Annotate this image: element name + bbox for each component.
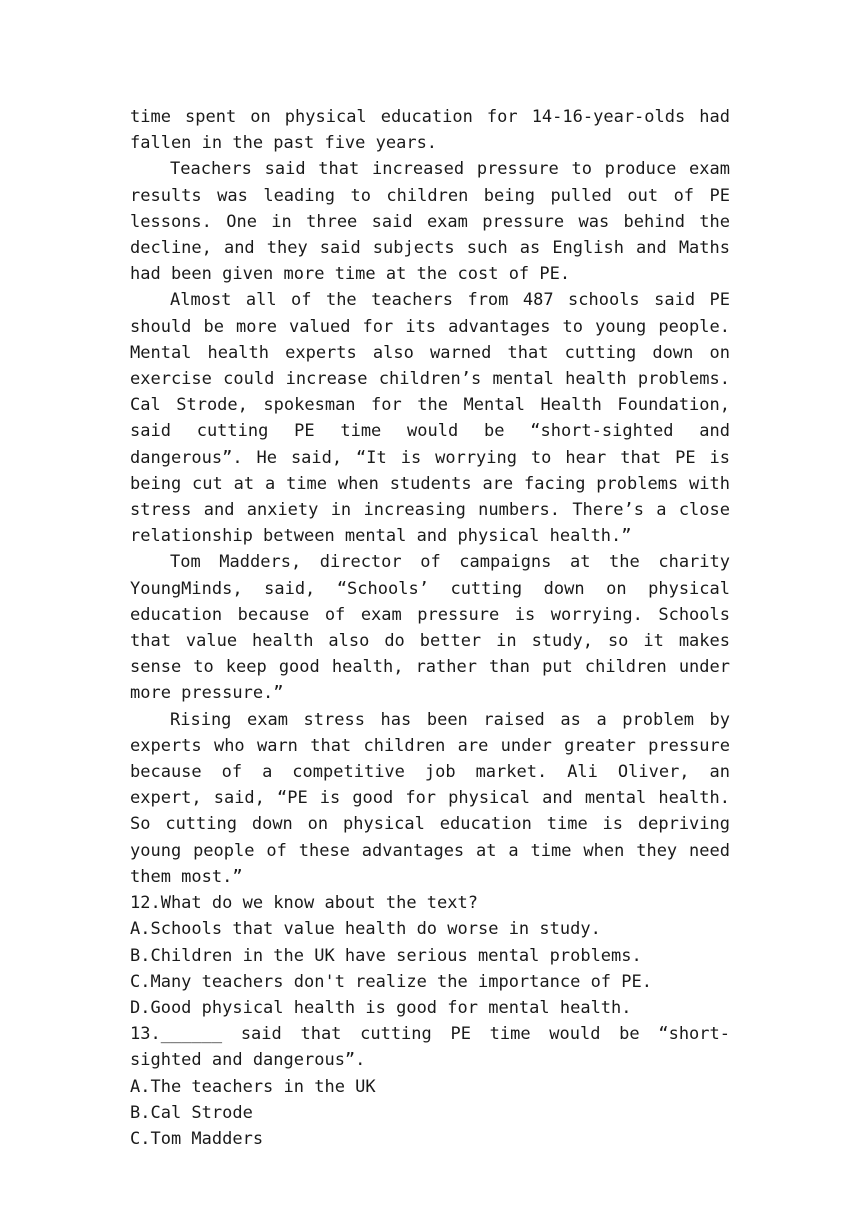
paragraph-mental-health: Almost all of the teachers from 487 schools said PE should be more valued for its advantages to young people. Mental health experts also warned that cutting down on exercise could increase children’s mental health problems. Cal Strode, spokesman for the Mental Health Foundation, said cutting PE time would be “short-sighted and dangerous”. He said, “It is worrying to hear that PE is being cut at a time when students are facing problems with stress and anxiety in increasing numbers. There’s a close relationship between mental and physical health.” bbox=[130, 290, 730, 547]
question-stem: 12.What do we know about the text? bbox=[130, 893, 478, 914]
option-c: C.Tom Madders bbox=[130, 1128, 264, 1149]
document-page bbox=[130, 104, 730, 1152]
paragraph-continuation: time spent on physical education for 14-16-year-olds had fallen in the past five years. bbox=[130, 107, 730, 154]
option-d: D.Good physical health is good for mental health. bbox=[130, 997, 632, 1018]
paragraph-teachers: Teachers said that increased pressure to produce exam results was leading to children being pulled out of PE lessons. One in three said exam pressure was behind the decline, and they said subjects such as English and Maths had been given more time at the cost of PE. bbox=[130, 159, 730, 285]
option-a: A.Schools that value health do worse in study. bbox=[130, 919, 601, 940]
paragraph-tom-madders: Tom Madders, director of campaigns at the charity YoungMinds, said, “Schools’ cutting down on physical education because of exam pressure is worrying. Schools that value health also do better in study, so it makes sense to keep good health, rather than put children under more pressure.” bbox=[130, 552, 730, 704]
option-b: B.Cal Strode bbox=[130, 1102, 253, 1123]
option-b: B.Children in the UK have serious mental problems. bbox=[130, 945, 642, 966]
question-12 bbox=[130, 890, 730, 1021]
paragraph-exam-stress: Rising exam stress has been raised as a problem by experts who warn that children are under greater pressure because of a competitive job market. Ali Oliver, an expert, said, “PE is good for physical and mental health. So cutting down on physical education time is depriving young people of these advantages at a time when they need them most.” bbox=[130, 709, 730, 887]
option-a: A.The teachers in the UK bbox=[130, 1076, 376, 1097]
question-stem: 13.______ said that cutting PE time would be “short-sighted and dangerous”. bbox=[130, 1024, 730, 1071]
option-c: C.Many teachers don't realize the importance of PE. bbox=[130, 971, 652, 992]
question-13 bbox=[130, 1021, 730, 1152]
